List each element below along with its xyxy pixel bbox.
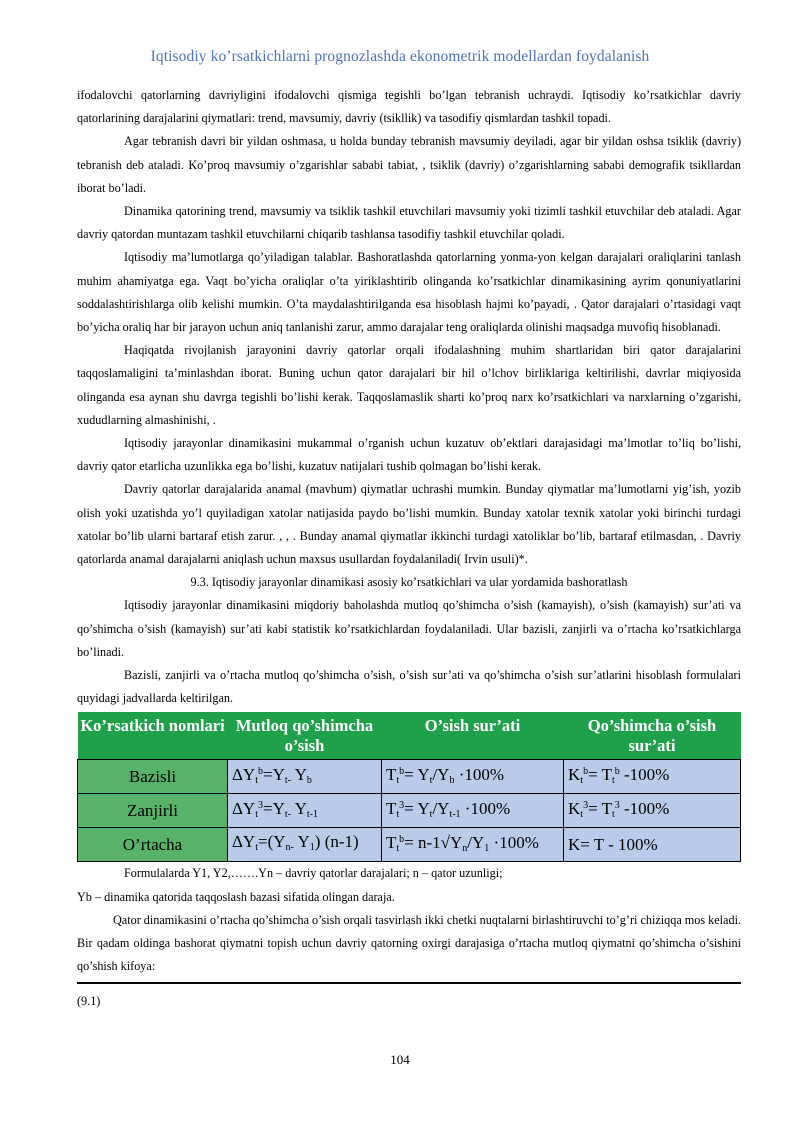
table-row — [78, 794, 741, 828]
formula-cell: $\Delta Y_t=(Y_{n-}$ $Y_1$) (n-1) — [228, 828, 382, 862]
table-header: Mutloq qo’shimcha o’sish — [228, 712, 382, 760]
row-name-cell: O’rtacha — [78, 828, 228, 862]
table-header-row — [78, 712, 741, 760]
formula-cell: $\Delta Y_t^b=Y_{t-}$ $Y_b$ — [228, 760, 382, 794]
equation-label: (9.1) — [77, 993, 101, 1008]
paragraph: Dinamika qatorining trend, mavsumiy va tsiklik tashkil etuvchilari mavsumiy yoki tizimli tashkil etuvchilar deb ataladi. Agar davriy qatordan muntazam tashkil etuvchilarni chiqarib tashlansa tasodifiy tashkil etuvchilar qoladi. — [77, 204, 741, 242]
equation-rule — [77, 982, 741, 984]
row-name-cell: Zanjirli — [78, 794, 228, 828]
table-row — [78, 760, 741, 794]
formulas-table — [77, 712, 741, 862]
table-header: O’sish sur’ati — [382, 712, 564, 760]
table-header: Ko’rsatkich nomlari — [78, 712, 228, 760]
table-body — [78, 760, 741, 862]
paragraph: Agar tebranish davri bir yildan oshmasa, u holda bunday tebranish mavsumiy deyiladi, agar bir yildan oshsa tsiklik (davriy) tebranish deb ataladi. Ko’proq mavsumiy o’zgarishlar sababi tabiat, , tsiklik (davriy) o’zgarishlarning sababi demografik tsikllardan iborat bo’ladi. — [77, 134, 741, 195]
paragraph: Qator dinamikasini o’rtacha qo’shimcha o’sish orqali tasvirlash ikki chetki nuqtalarni birlashtiruvchi to’g’ri chiziqqa mos keladi. Bir qadam oldinga bashorat qiymatni topish uchun davriy qatorning oxirgi darajasiga o’rtacha mutloq qiymatni qo’shimcha o’sishini qo’shish kifoya: — [77, 912, 741, 974]
paragraph: Iqtisodiy ma’lumotlarga qo’yiladigan talablar. Bashoratlashda qatorlarning yonma-yon kelgan darajalari oraliqlarini tanlash muhim ahamiyatga ega. Vaqt bo’yicha oraliqlar o’ta yiriklashtirib olinganda ko’rsatkichlar dinamikasining ayrim qonuniyatlarini soddalashtirishlarga olib kelishi mumkin. O’ta maydalashtirilganda esa hisoblash hajmi ko’payadi, . Qator darajalari o’rtasidagi vaqt bo’yicha oraliq har bir jarayon uchun aniq tanlanishi zarur, ammo darajalar teng oraliqlarda olinishi maqsadga muvofiq hisoblanadi. — [77, 250, 741, 335]
formula-cell: $\Delta Y_t^3=Y_{t-}$ $Y_{t-1}$ — [228, 794, 382, 828]
section-title: 9.3. Iqtisodiy jarayonlar dinamikasi asosiy ko’rsatkichlari va ular yordamida bashoratlash — [190, 575, 628, 590]
formula-note: Formulalarda Y1, Y2,…….Yn – davriy qatorlar darajalari; n – qator uzunligi; — [124, 866, 503, 881]
paragraph: Iqtisodiy jarayonlar dinamikasini miqdoriy baholashda mutloq qo’shimcha o’sish (kamayish), o’sish (kamayish) sur’ati va qo’shimcha o’sish (kamayish) sur’ati kabi statistik ko’rsatkichlardan foydalaniladi. Ular bazisli, zanjirli va o’rtacha ko’rsatkichlarga bo’linadi. — [77, 598, 741, 659]
table-row — [78, 828, 741, 862]
formula-cell: $T_t^3= Y_t/Y_{t-1} \cdot 100\%$ — [382, 794, 564, 828]
row-name-cell: Bazisli — [78, 760, 228, 794]
yb-note: Yb – dinamika qatorida taqqoslash bazasi sifatida olingan daraja. — [77, 889, 395, 904]
page-body — [77, 84, 741, 1013]
paragraph: Haqiqatda rivojlanish jarayonini davriy qatorlar orqali ifodalashning muhim shartlaridan biri qator darajalarini taqqoslamaligini ta’minlashdan iborat. Buning uchun qator darajalari bir hil o’lchov birliklariga keltirilishi, davrlar miqiyosida olinganda esa aynan shu davrga tegishli bo’lishi kerak. Taqqoslamaslik sharti ko’proq narx ko’rsatkichlari va narxlarning o’zgarishi, xududlarning almashinishi, . — [77, 343, 741, 427]
table-header: Qo’shimcha o’sish sur’ati — [564, 712, 741, 760]
running-header: Iqtisodiy ko’rsatkichlarni prognozlashda ekonometrik modellardan foydalanish — [150, 48, 650, 65]
paragraph: ifodalovchi qatorlarning davriyligini ifodalovchi qismiga tegishli bo’lgan tebranish uchraydi. Iqtisodiy ko’rsatkichlar davriy qatorlarining darajalarini qiymatlari: trend, mavsumiy, davriy (tsikllik) va tasodifiy qismlardan tashkil topadi. — [77, 88, 741, 126]
formula-cell: $K_t^3= T_t^3$ -100% — [564, 794, 741, 828]
formula-cell: $T_t^b= n-1√Y_n/Y_1 \cdot 100\%$ — [382, 828, 564, 862]
paragraph: Davriy qatorlar darajalarida anamal (mavhum) qiymatlar uchrashi mumkin. Bunday qiymatlar ma’lumotlarni yig’ish, yozib olish yoki uzatishda yo’l quyiladigan xatolar natijasida paydo bo’lishi mumkin. Bunday xatolar texnik xatolar yoki birinchi turdagi xatolar bo’lib ularni bartaraf etish zarur. , , . Bunday anamal qiymatlar ikkinchi turdagi xatoliklar bo’lib, bartaraf etilmasdan, . Davriy qatorlarda anamal darajalarni aniqlash uchun maxsus usullardan foydalaniladi( Irvin usuli)*. — [77, 482, 741, 567]
formula-cell: $K_t^b= T_t^b$ -100% — [564, 760, 741, 794]
formula-cell: K= T - 100% — [564, 828, 741, 862]
paragraph: Bazisli, zanjirli va o’rtacha mutloq qo’shimcha o’sish, o’sish sur’ati va qo’shimcha o’sish sur’atlarini hisoblash formulalari quyidagi jadvallarda keltirilgan. — [77, 668, 741, 706]
formula-cell: $T_t^b= Y_t/Y_b \cdot 100\%$ — [382, 760, 564, 794]
page-number: 104 — [390, 1052, 410, 1067]
paragraph: Iqtisodiy jarayonlar dinamikasini mukammal o’rganish uchun kuzatuv ob’ektlari darajasidagi ma’lmotlar to’liq bo’lishi, davriy qator etarlicha uzunlikka ega bo’lishi, kuzatuv natijalari tushib qolmagan bo’lishi kerak. — [77, 436, 741, 474]
